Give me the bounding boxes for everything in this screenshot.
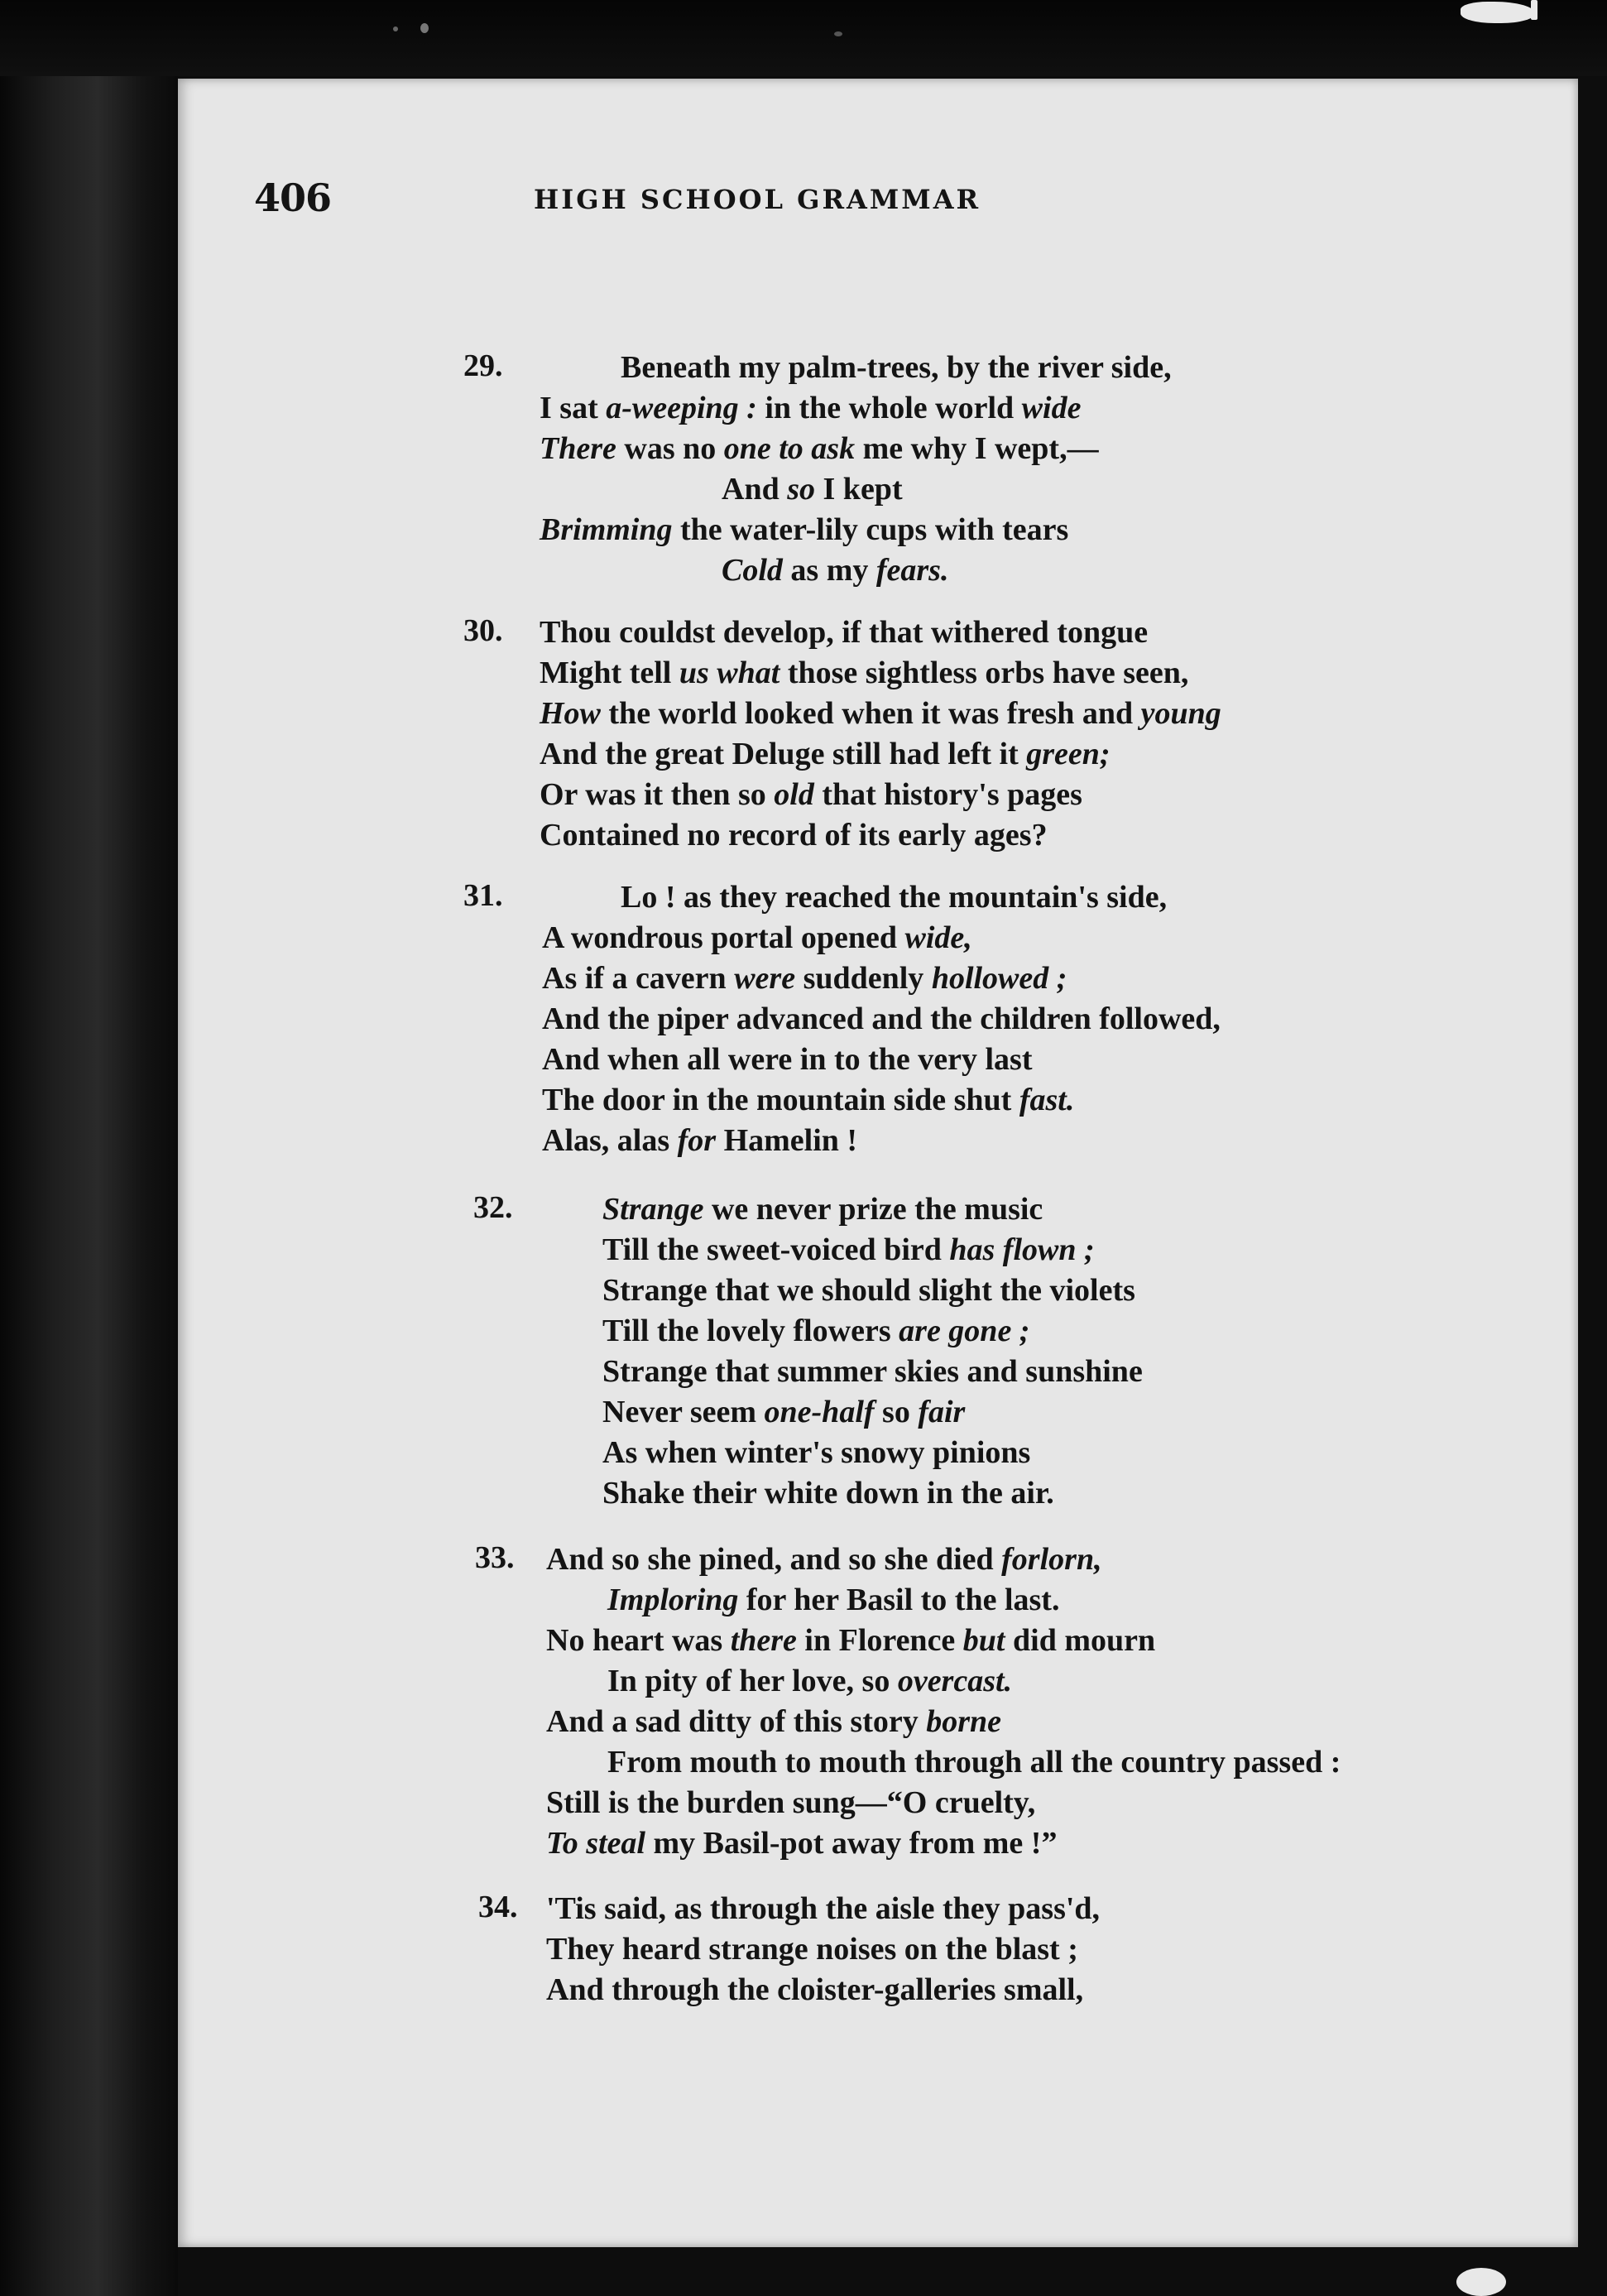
verse-text: in the whole world (756, 391, 1022, 425)
verse-text: Hamelin ! (716, 1123, 858, 1158)
verse-text: And through the cloister-galleries small, (546, 1972, 1084, 2007)
verse-line (602, 1433, 1030, 1472)
verse-text: me why I wept,— (855, 431, 1099, 466)
verse-text: Never seem (602, 1395, 765, 1429)
verse-line (602, 1311, 1029, 1351)
verse-text: for her Basil to the last. (738, 1583, 1060, 1617)
verse-line (722, 469, 903, 509)
italic-emphasis: but (962, 1623, 1005, 1658)
scan-speck (1461, 2, 1535, 23)
verse-text: And (722, 472, 788, 507)
verse-text: Or was it then so (540, 777, 775, 812)
italic-emphasis: green; (1026, 737, 1111, 771)
italic-emphasis: How (540, 696, 601, 731)
verse-line (621, 877, 1167, 917)
verse-line (542, 1121, 857, 1160)
verse-text: Still is the burden sung—“O cruelty, (546, 1785, 1036, 1820)
verse-text: Strange that we should slight the violets (602, 1273, 1135, 1308)
verse-line (602, 1352, 1143, 1391)
verse-line (540, 510, 1068, 550)
example-number: 30. (463, 613, 503, 648)
verse-text: In pity of her love, so (607, 1664, 898, 1698)
verse-line (540, 653, 1188, 693)
scan-speck (420, 23, 429, 33)
verse-line (546, 1929, 1078, 1969)
verse-text: As if a cavern (542, 961, 735, 996)
scan-speck (393, 26, 398, 31)
page-header (0, 175, 1607, 225)
verse-line (602, 1189, 1043, 1229)
verse-text: the water-lily cups with tears (672, 512, 1069, 547)
running-head: HIGH SCHOOL GRAMMAR (534, 184, 981, 215)
verse-text: I kept (815, 472, 903, 507)
italic-emphasis: there (730, 1623, 797, 1658)
verse-text: Shake their white down in the air. (602, 1476, 1054, 1511)
verse-text: was no (616, 431, 724, 466)
verse-text: suddenly (795, 961, 932, 996)
verse-line (540, 815, 1048, 855)
verse-text: And the great Deluge still had left it (540, 737, 1027, 771)
italic-emphasis: one-half (764, 1395, 875, 1429)
verse-line (607, 1742, 1341, 1782)
verse-text: Till the sweet-voiced bird (602, 1232, 950, 1267)
verse-line (542, 999, 1221, 1039)
verse-text: Lo ! as they reached the mountain's side, (621, 880, 1168, 915)
italic-emphasis: fears. (875, 553, 949, 588)
verse-line (546, 1702, 1001, 1741)
italic-emphasis: Strange (602, 1192, 704, 1227)
italic-emphasis: so (787, 472, 816, 507)
verse-line (546, 1970, 1083, 2010)
verse-line (540, 734, 1111, 774)
verse-text: And when all were in to the very last (542, 1042, 1033, 1077)
verse-line (542, 1040, 1033, 1079)
verse-line (602, 1473, 1054, 1513)
verse-line (546, 1621, 1155, 1660)
verse-line (607, 1580, 1059, 1620)
verse-text: in Florence (796, 1623, 963, 1658)
verse-text: my Basil-pot away from me !” (645, 1826, 1058, 1861)
italic-emphasis: Cold (722, 553, 783, 588)
verse-line (540, 612, 1148, 652)
italic-emphasis: borne (926, 1704, 1002, 1739)
verse-text: The door in the mountain side shut (542, 1083, 1019, 1117)
italic-emphasis: Brimming (540, 512, 673, 547)
verse-text: 'Tis said, as through the aisle they pass'd, (546, 1891, 1101, 1926)
italic-emphasis: young (1140, 696, 1221, 731)
verse-line (546, 1889, 1100, 1929)
verse-text: the world looked when it was fresh and (600, 696, 1141, 731)
verse-text: A wondrous portal opened (542, 920, 905, 955)
italic-emphasis: us what (679, 656, 780, 690)
verse-text: Strange that summer skies and sunshine (602, 1354, 1143, 1389)
italic-emphasis: a-weeping : (606, 391, 757, 425)
italic-emphasis: To steal (546, 1826, 645, 1861)
example-number: 29. (463, 348, 503, 383)
scan-border-top (0, 0, 1607, 76)
italic-emphasis: are gone ; (899, 1314, 1030, 1348)
scan-speck (1456, 2268, 1506, 2296)
verse-text: Contained no record of its early ages? (540, 818, 1048, 853)
verse-text: I sat (540, 391, 607, 425)
page-number: 406 (254, 175, 332, 220)
verse-text: They heard strange noises on the blast ; (546, 1932, 1078, 1967)
verse-text: that history's pages (813, 777, 1082, 812)
italic-emphasis: forlorn, (1001, 1542, 1102, 1577)
verse-text: we never prize the music (703, 1192, 1043, 1227)
verse-text: And the piper advanced and the children followed, (542, 1001, 1221, 1036)
italic-emphasis: overcast. (897, 1664, 1013, 1698)
italic-emphasis: old (774, 777, 814, 812)
italic-emphasis: wide, (904, 920, 972, 955)
verse-line (602, 1230, 1095, 1270)
verse-line (602, 1270, 1135, 1310)
example-number: 34. (478, 1890, 518, 1924)
verse-line (542, 918, 972, 958)
verse-line (607, 1661, 1012, 1701)
italic-emphasis: wide (1021, 391, 1082, 425)
verse-line (602, 1392, 965, 1432)
italic-emphasis: hollowed ; (931, 961, 1067, 996)
verse-text: so (874, 1395, 919, 1429)
verse-text: as my (782, 553, 876, 588)
verse-line (540, 388, 1081, 428)
scan-border-left (0, 0, 178, 2296)
italic-emphasis: There (540, 431, 616, 466)
italic-emphasis: fair (918, 1395, 966, 1429)
verse-text: those sightless orbs have seen, (780, 656, 1189, 690)
example-number: 31. (463, 878, 503, 913)
verse-line (540, 775, 1082, 814)
italic-emphasis: for (677, 1123, 717, 1158)
verse-text: Till the lovely flowers (602, 1314, 899, 1348)
verse-text: Thou couldst develop, if that withered tongue (540, 615, 1149, 650)
verse-text: And so she pined, and so she died (546, 1542, 1002, 1577)
verse-text: As when winter's snowy pinions (602, 1435, 1031, 1470)
verse-text: Might tell (540, 656, 679, 690)
italic-emphasis: Imploring (607, 1583, 739, 1617)
verse-line (621, 348, 1172, 387)
italic-emphasis: has flown ; (949, 1232, 1095, 1267)
verse-text: Beneath my palm-trees, by the river side, (621, 350, 1172, 385)
italic-emphasis: one to ask (723, 431, 856, 466)
verse-line (542, 1080, 1074, 1120)
verse-line (540, 429, 1099, 468)
verse-text: Alas, alas (542, 1123, 678, 1158)
italic-emphasis: fast. (1019, 1083, 1075, 1117)
example-number: 32. (473, 1190, 513, 1225)
verse-line (542, 958, 1067, 998)
verse-line (540, 694, 1221, 733)
verse-line (546, 1783, 1035, 1823)
verse-text: From mouth to mouth through all the country passed : (607, 1745, 1341, 1780)
example-number: 33. (475, 1540, 515, 1575)
verse-text: did mourn (1005, 1623, 1156, 1658)
verse-text: And a sad ditty of this story (546, 1704, 927, 1739)
verse-line (722, 550, 948, 590)
italic-emphasis: were (734, 961, 796, 996)
scan-speck (1531, 0, 1537, 20)
verse-line (546, 1539, 1102, 1579)
verse-line (546, 1823, 1057, 1863)
scan-speck (834, 31, 842, 36)
verse-text: No heart was (546, 1623, 731, 1658)
